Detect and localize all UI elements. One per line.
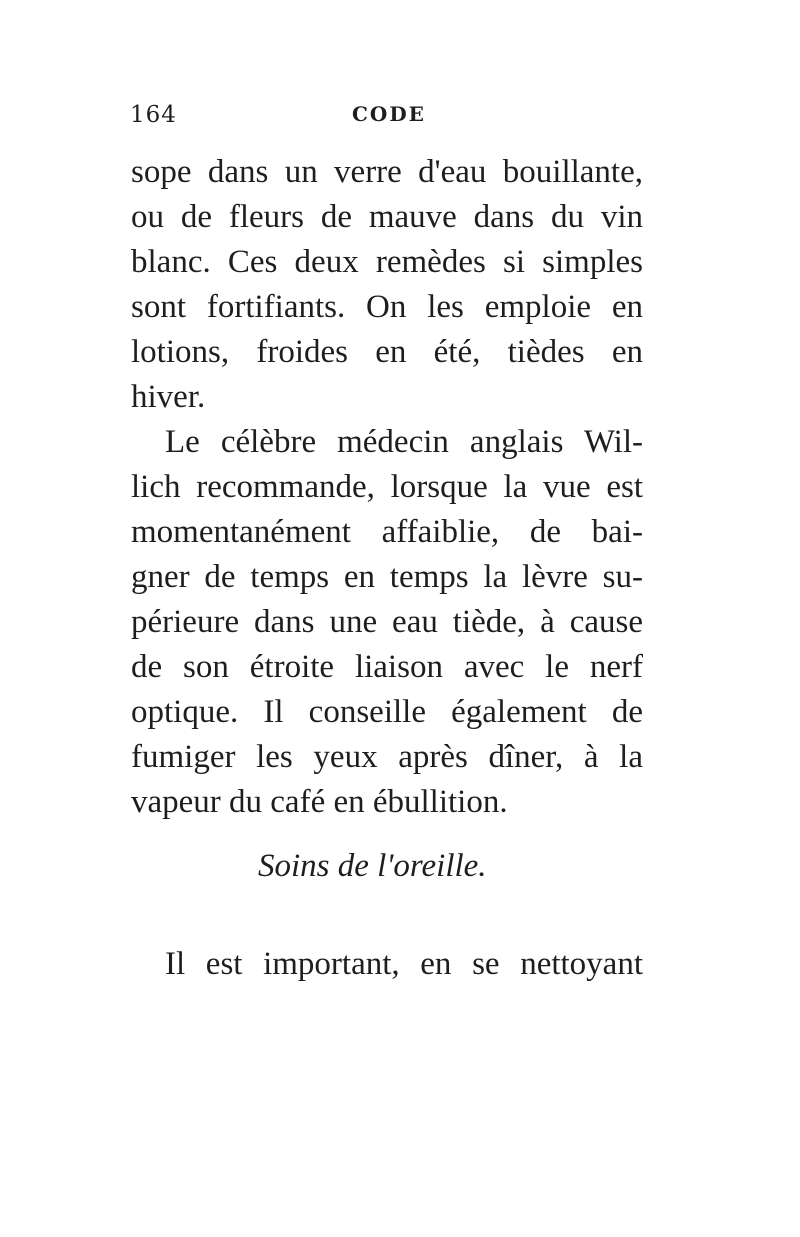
text-line: de son étroite liaison avec le nerf (131, 649, 643, 685)
text-line: hiver. (131, 379, 206, 415)
text-line: Le célèbre médecin anglais Wil- (165, 424, 643, 460)
text-line: momentanément affaiblie, de bai- (131, 514, 643, 550)
text-line: optique. Il conseille également de (131, 694, 643, 730)
section-heading: Soins de l'oreille. (258, 848, 487, 884)
text-line: lotions, froides en été, tièdes en (131, 334, 643, 370)
running-title: CODE (352, 102, 426, 126)
text-line: sont fortifiants. On les emploie en (131, 289, 643, 325)
body-text-continued (131, 942, 643, 987)
text-line: vapeur du café en ébullition. (131, 784, 508, 820)
text-line: gner de temps en temps la lèvre su- (131, 559, 643, 595)
page-number: 164 (130, 102, 177, 128)
text-line: Il est important, en se nettoyant (165, 946, 643, 982)
text-line: sope dans un verre d'eau bouillante, (131, 154, 643, 190)
text-line: blanc. Ces deux remèdes si simples (131, 244, 643, 280)
text-line: ou de fleurs de mauve dans du vin (131, 199, 643, 235)
text-line: périeure dans une eau tiède, à cause (131, 604, 643, 640)
body-text (131, 150, 643, 825)
text-line: fumiger les yeux après dîner, à la (131, 739, 643, 775)
running-head (130, 102, 430, 132)
text-line: lich recommande, lorsque la vue est (131, 469, 643, 505)
